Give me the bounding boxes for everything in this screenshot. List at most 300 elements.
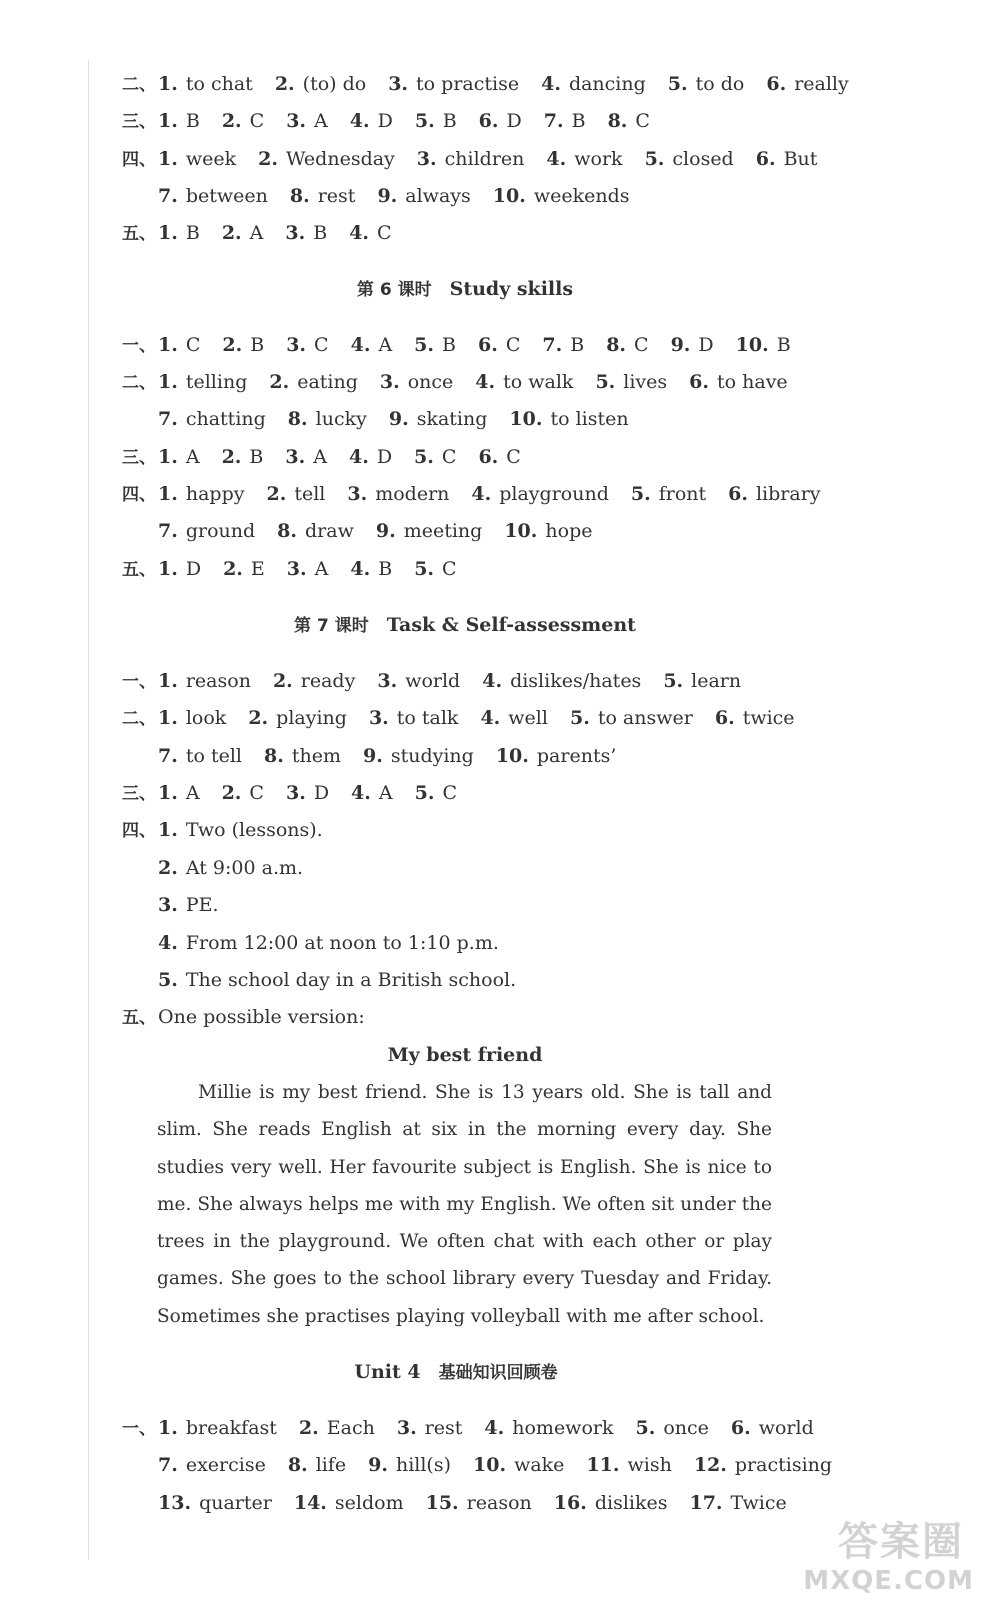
watermark-logo bbox=[804, 1510, 974, 1600]
answer-item bbox=[158, 185, 268, 207]
item-number: 2. bbox=[221, 110, 242, 132]
item-answer: to talk bbox=[396, 707, 459, 729]
answer-item bbox=[222, 222, 264, 244]
answer-item bbox=[158, 408, 266, 430]
item-number: 10. bbox=[473, 1454, 507, 1476]
item-number: 2. bbox=[274, 73, 295, 95]
answer-item bbox=[546, 148, 622, 170]
answer-item bbox=[294, 1492, 404, 1514]
item-number: 5. bbox=[414, 558, 435, 580]
section-label: 二、 bbox=[122, 75, 156, 95]
item-number: 10. bbox=[492, 185, 526, 207]
item-number: 1. bbox=[158, 819, 178, 841]
answer-item bbox=[368, 1454, 451, 1476]
item-number: 6. bbox=[478, 446, 499, 468]
item-number: 4. bbox=[350, 558, 371, 580]
item-number: 3. bbox=[286, 110, 307, 132]
answer-item bbox=[349, 446, 392, 468]
item-answer: B bbox=[249, 446, 264, 468]
item-answer: C bbox=[249, 782, 264, 804]
item-number: 7. bbox=[158, 1454, 178, 1476]
answer-item bbox=[484, 1417, 613, 1439]
item-number: 6. bbox=[755, 148, 776, 170]
item-number: 2. bbox=[266, 483, 287, 505]
item-number: 5. bbox=[414, 334, 435, 356]
unit-title: Unit 4 bbox=[354, 1361, 421, 1383]
answer-item bbox=[377, 670, 460, 692]
item-answer: twice bbox=[742, 707, 795, 729]
answer-item bbox=[380, 371, 453, 393]
section-label: 四、 bbox=[122, 821, 156, 841]
item-answer: tell bbox=[294, 483, 326, 505]
answer-item bbox=[478, 446, 520, 468]
item-answer: Two (lessons). bbox=[185, 819, 323, 841]
item-answer: skating bbox=[416, 408, 488, 430]
answer-row bbox=[122, 445, 543, 470]
item-number: 6. bbox=[714, 707, 735, 729]
item-number: 3. bbox=[286, 334, 307, 356]
answer-row-continued bbox=[158, 519, 614, 543]
item-number: 2. bbox=[269, 371, 290, 393]
item-answer: modern bbox=[375, 483, 450, 505]
item-number: 5. bbox=[667, 73, 688, 95]
item-answer: C bbox=[635, 110, 650, 132]
answer-row-continued bbox=[158, 1491, 809, 1515]
answer-row-continued bbox=[158, 407, 651, 431]
item-number: 5. bbox=[414, 782, 435, 804]
answer-item bbox=[504, 520, 592, 542]
item-answer: hope bbox=[545, 520, 593, 542]
item-answer: exercise bbox=[185, 1454, 266, 1476]
answer-item bbox=[689, 1492, 786, 1514]
item-answer: A bbox=[185, 446, 200, 468]
answer-item bbox=[158, 483, 244, 505]
item-answer: ready bbox=[300, 670, 356, 692]
answer-item bbox=[756, 148, 818, 170]
item-number: 8. bbox=[277, 520, 298, 542]
item-answer: B bbox=[571, 110, 586, 132]
item-answer: D bbox=[377, 110, 393, 132]
answer-row bbox=[122, 669, 763, 694]
short-answer-row bbox=[158, 968, 516, 992]
item-number: 5. bbox=[635, 1417, 656, 1439]
item-answer: B bbox=[185, 110, 200, 132]
answer-row bbox=[122, 781, 479, 806]
item-answer: C bbox=[185, 334, 201, 356]
answer-item bbox=[671, 334, 714, 356]
answer-item bbox=[287, 558, 329, 580]
item-number: 7. bbox=[542, 334, 563, 356]
item-number: 1. bbox=[158, 110, 178, 132]
answer-item bbox=[414, 446, 456, 468]
answer-item bbox=[277, 520, 354, 542]
unit-subtitle: 基础知识回顾卷 bbox=[438, 1363, 558, 1383]
answer-item bbox=[426, 1492, 532, 1514]
answer-item bbox=[415, 110, 457, 132]
item-number: 2. bbox=[222, 334, 243, 356]
answer-item bbox=[223, 558, 265, 580]
item-number: 4. bbox=[475, 371, 496, 393]
item-answer: once bbox=[663, 1417, 709, 1439]
answer-item bbox=[595, 371, 667, 393]
item-number: 4. bbox=[351, 782, 371, 804]
answer-item bbox=[482, 670, 641, 692]
answer-item bbox=[158, 1492, 272, 1514]
item-number: 6. bbox=[477, 334, 498, 356]
item-answer: to walk bbox=[503, 371, 574, 393]
item-answer: to have bbox=[717, 371, 788, 393]
answer-item bbox=[414, 558, 456, 580]
item-number: 3. bbox=[285, 446, 306, 468]
answer-item bbox=[158, 110, 200, 132]
answer-item bbox=[158, 558, 201, 580]
answer-item bbox=[288, 408, 367, 430]
item-number: 3. bbox=[285, 782, 306, 804]
answer-item bbox=[349, 222, 391, 244]
item-number: 2. bbox=[258, 148, 278, 170]
item-answer: (to) do bbox=[302, 73, 367, 95]
item-number: 2. bbox=[158, 857, 178, 879]
item-number: 6. bbox=[689, 371, 710, 393]
item-answer: to answer bbox=[597, 707, 693, 729]
item-answer: D bbox=[698, 334, 714, 356]
item-answer: A bbox=[313, 446, 327, 468]
item-number: 8. bbox=[606, 334, 627, 356]
item-answer: C bbox=[634, 334, 649, 356]
item-answer: From 12:00 at noon to 1:10 p.m. bbox=[185, 932, 499, 954]
section-label: 二、 bbox=[122, 709, 156, 729]
item-number: 7. bbox=[158, 520, 178, 542]
answer-row-continued bbox=[158, 184, 652, 208]
item-answer: B bbox=[442, 334, 456, 356]
item-answer: playground bbox=[499, 483, 609, 505]
item-number: 1. bbox=[158, 73, 178, 95]
item-number: 16. bbox=[553, 1492, 587, 1514]
answer-item bbox=[668, 73, 745, 95]
answer-row-continued bbox=[158, 1453, 854, 1477]
item-number: 1. bbox=[158, 148, 178, 170]
item-number: 2. bbox=[221, 222, 242, 244]
item-answer: world bbox=[405, 670, 461, 692]
item-number: 3. bbox=[285, 222, 306, 244]
answer-item bbox=[586, 1454, 671, 1476]
answer-item bbox=[715, 707, 795, 729]
item-number: 5. bbox=[644, 148, 665, 170]
answer-item bbox=[544, 110, 586, 132]
answer-row bbox=[122, 147, 839, 172]
item-number: 8. bbox=[264, 745, 284, 767]
item-answer: between bbox=[185, 185, 268, 207]
section-label: 一、 bbox=[122, 672, 156, 692]
item-number: 1. bbox=[158, 707, 178, 729]
item-number: 4. bbox=[541, 73, 561, 95]
item-answer: week bbox=[185, 148, 237, 170]
item-number: 2. bbox=[221, 446, 242, 468]
item-number: 5. bbox=[630, 483, 651, 505]
item-answer: But bbox=[783, 148, 818, 170]
item-answer: C bbox=[442, 558, 457, 580]
item-answer: them bbox=[291, 745, 341, 767]
section-label: 四、 bbox=[122, 150, 156, 170]
item-answer: Each bbox=[326, 1417, 375, 1439]
item-number: 14. bbox=[293, 1492, 327, 1514]
answer-item bbox=[388, 73, 519, 95]
section-label: 一、 bbox=[122, 1419, 156, 1439]
answer-item bbox=[731, 1417, 814, 1439]
answer-item bbox=[493, 185, 630, 207]
item-answer: lives bbox=[623, 371, 668, 393]
answer-item bbox=[479, 110, 522, 132]
item-number: 5. bbox=[414, 110, 435, 132]
item-answer: A bbox=[314, 110, 328, 132]
section-label: 四、 bbox=[122, 485, 156, 505]
lesson-number: 第 6 课时 bbox=[356, 280, 432, 300]
answer-row bbox=[122, 482, 843, 507]
item-number: 6. bbox=[478, 110, 499, 132]
item-answer: B bbox=[570, 334, 585, 356]
answer-item bbox=[158, 73, 253, 95]
item-number: 7. bbox=[158, 185, 178, 207]
answer-item bbox=[689, 371, 788, 393]
item-answer: reason bbox=[466, 1492, 532, 1514]
item-answer: once bbox=[407, 371, 454, 393]
answer-item bbox=[635, 1417, 708, 1439]
answer-item bbox=[351, 334, 393, 356]
item-answer: life bbox=[315, 1454, 347, 1476]
answer-item bbox=[473, 1454, 564, 1476]
section-label: 五、 bbox=[122, 224, 156, 244]
answer-item bbox=[397, 1417, 463, 1439]
item-answer: B bbox=[442, 110, 457, 132]
answer-row bbox=[122, 370, 810, 395]
item-number: 5. bbox=[595, 371, 616, 393]
answer-item bbox=[222, 110, 264, 132]
answer-item bbox=[158, 745, 242, 767]
lesson-title: Study skills bbox=[449, 278, 574, 300]
item-answer: rest bbox=[424, 1417, 463, 1439]
item-answer: library bbox=[755, 483, 821, 505]
section-label: 二、 bbox=[122, 373, 156, 393]
item-answer: B bbox=[776, 334, 791, 356]
item-answer: A bbox=[185, 782, 200, 804]
item-number: 1. bbox=[158, 446, 178, 468]
item-number: 4. bbox=[349, 222, 370, 244]
item-number: 9. bbox=[670, 334, 691, 356]
item-number: 9. bbox=[375, 520, 396, 542]
item-number: 9. bbox=[362, 745, 383, 767]
item-answer: children bbox=[444, 148, 525, 170]
answer-item bbox=[363, 745, 474, 767]
item-answer: really bbox=[794, 73, 849, 95]
item-answer: Twice bbox=[730, 1492, 787, 1514]
item-number: 4. bbox=[546, 148, 567, 170]
item-number: 5. bbox=[663, 670, 684, 692]
item-answer: C bbox=[506, 446, 521, 468]
item-number: 6. bbox=[766, 73, 787, 95]
answer-item bbox=[377, 185, 470, 207]
item-number: 8. bbox=[287, 408, 308, 430]
item-answer: draw bbox=[305, 520, 354, 542]
item-number: 3. bbox=[286, 558, 307, 580]
section-label: 三、 bbox=[122, 448, 156, 468]
answer-item bbox=[541, 73, 646, 95]
answer-row bbox=[122, 72, 871, 97]
item-number: 3. bbox=[347, 483, 368, 505]
item-answer: A bbox=[249, 222, 264, 244]
lesson-title: Task & Self-assessment bbox=[386, 614, 636, 636]
item-answer: C bbox=[249, 110, 265, 132]
item-answer: to listen bbox=[550, 408, 629, 430]
item-answer: eating bbox=[297, 371, 358, 393]
answer-item bbox=[158, 334, 200, 356]
section-label: 五、 bbox=[122, 1008, 156, 1028]
item-answer: C bbox=[441, 446, 457, 468]
item-number: 2. bbox=[272, 670, 293, 692]
answer-item bbox=[608, 110, 650, 132]
answer-item bbox=[509, 408, 628, 430]
essay-body: Millie is my best friend. She is 13 years old. She is tall and slim. She reads English at six in the morning every day. She studies very well. Her favourite subject is English. She is nice to me. She always helps me with my English. We often sit under the trees in the playground. We often chat with each other or play games. She goes to the school library every Tuesday and Friday. Sometimes she practises playing volleyball with me after school. bbox=[157, 1082, 772, 1327]
item-number: 7. bbox=[158, 408, 178, 430]
item-number: 12. bbox=[693, 1454, 727, 1476]
watermark-url: MXQE.COM bbox=[803, 1566, 974, 1596]
answer-item bbox=[554, 1492, 668, 1514]
item-answer: A bbox=[314, 558, 329, 580]
item-number: 2. bbox=[223, 558, 243, 580]
item-number: 3. bbox=[379, 371, 400, 393]
answer-item bbox=[414, 334, 456, 356]
item-answer: B bbox=[250, 334, 265, 356]
answer-item bbox=[248, 707, 347, 729]
answer-item bbox=[606, 334, 648, 356]
answer-item bbox=[269, 371, 358, 393]
answer-item bbox=[389, 408, 488, 430]
item-answer: meeting bbox=[403, 520, 483, 542]
item-answer: dislikes/hates bbox=[510, 670, 642, 692]
answer-item bbox=[158, 520, 255, 542]
answer-item bbox=[273, 670, 355, 692]
item-answer: C bbox=[505, 334, 521, 356]
item-answer: weekends bbox=[533, 185, 630, 207]
answer-item bbox=[417, 148, 525, 170]
essay-title: My best friend bbox=[387, 1044, 543, 1066]
answer-item bbox=[347, 483, 449, 505]
answer-item bbox=[266, 483, 325, 505]
answer-item bbox=[285, 222, 327, 244]
item-answer: hill(s) bbox=[395, 1454, 452, 1476]
item-answer: C bbox=[314, 334, 329, 356]
item-answer: playing bbox=[276, 707, 347, 729]
answer-item bbox=[350, 110, 393, 132]
answer-item bbox=[286, 334, 328, 356]
item-answer: D bbox=[185, 558, 202, 580]
answer-item bbox=[376, 520, 482, 542]
item-answer: studying bbox=[390, 745, 474, 767]
answer-row-continued bbox=[158, 744, 638, 768]
item-answer: At 9:00 a.m. bbox=[185, 857, 304, 879]
item-number: 17. bbox=[689, 1492, 723, 1514]
item-number: 5. bbox=[569, 707, 590, 729]
item-answer: homework bbox=[512, 1417, 614, 1439]
item-answer: to practise bbox=[416, 73, 520, 95]
answer-row bbox=[122, 706, 817, 731]
item-number: 4. bbox=[471, 483, 492, 505]
item-number: 8. bbox=[287, 1454, 308, 1476]
item-answer: closed bbox=[672, 148, 734, 170]
answer-item bbox=[480, 707, 548, 729]
answer-item bbox=[542, 334, 584, 356]
watermark-text: 答案圈 bbox=[838, 1519, 964, 1565]
answer-item bbox=[258, 148, 395, 170]
item-answer: D bbox=[506, 110, 522, 132]
item-answer: world bbox=[758, 1417, 814, 1439]
item-answer: C bbox=[377, 222, 392, 244]
item-number: 1. bbox=[158, 334, 178, 356]
answer-item bbox=[158, 446, 200, 468]
item-number: 7. bbox=[158, 745, 178, 767]
item-number: 2. bbox=[221, 782, 242, 804]
answer-item bbox=[471, 483, 608, 505]
answer-item bbox=[158, 707, 226, 729]
lesson-heading bbox=[0, 277, 930, 302]
answer-item bbox=[158, 670, 251, 692]
item-number: 10. bbox=[504, 520, 538, 542]
short-answer-row bbox=[158, 931, 499, 955]
answer-item bbox=[288, 1454, 346, 1476]
item-answer: D bbox=[313, 782, 330, 804]
item-number: 10. bbox=[509, 408, 543, 430]
answer-item bbox=[478, 334, 520, 356]
item-answer: front bbox=[658, 483, 707, 505]
answer-item bbox=[222, 446, 264, 468]
answer-item bbox=[285, 446, 327, 468]
answer-row bbox=[122, 1416, 836, 1441]
answer-row bbox=[122, 221, 414, 246]
answer-item bbox=[158, 371, 247, 393]
answer-item bbox=[222, 782, 264, 804]
answer-item bbox=[369, 707, 459, 729]
item-answer: chatting bbox=[185, 408, 266, 430]
item-number: 5. bbox=[414, 446, 434, 468]
answer-item bbox=[631, 483, 706, 505]
item-number: 1. bbox=[158, 670, 178, 692]
answer-item bbox=[299, 1417, 375, 1439]
answer-item bbox=[645, 148, 734, 170]
item-number: 3. bbox=[388, 73, 409, 95]
item-number: 4. bbox=[484, 1417, 505, 1439]
item-answer: to do bbox=[695, 73, 745, 95]
answer-item bbox=[158, 1417, 277, 1439]
item-answer: B bbox=[313, 222, 328, 244]
item-number: 1. bbox=[158, 558, 178, 580]
item-answer: D bbox=[376, 446, 393, 468]
item-answer: work bbox=[574, 148, 623, 170]
item-answer: ground bbox=[185, 520, 256, 542]
item-answer: look bbox=[185, 707, 227, 729]
item-answer: wake bbox=[514, 1454, 565, 1476]
item-number: 3. bbox=[377, 670, 398, 692]
answer-item bbox=[286, 110, 328, 132]
item-number: 4. bbox=[158, 932, 178, 954]
section-label: 五、 bbox=[122, 560, 156, 580]
answer-item bbox=[736, 334, 791, 356]
answer-row bbox=[122, 333, 813, 358]
item-answer: seldom bbox=[334, 1492, 404, 1514]
item-answer: The school day in a British school. bbox=[185, 969, 517, 991]
answer-item bbox=[415, 782, 457, 804]
item-number: 6. bbox=[728, 483, 748, 505]
lesson-number: 第 7 课时 bbox=[294, 616, 369, 636]
item-number: 10. bbox=[495, 745, 529, 767]
